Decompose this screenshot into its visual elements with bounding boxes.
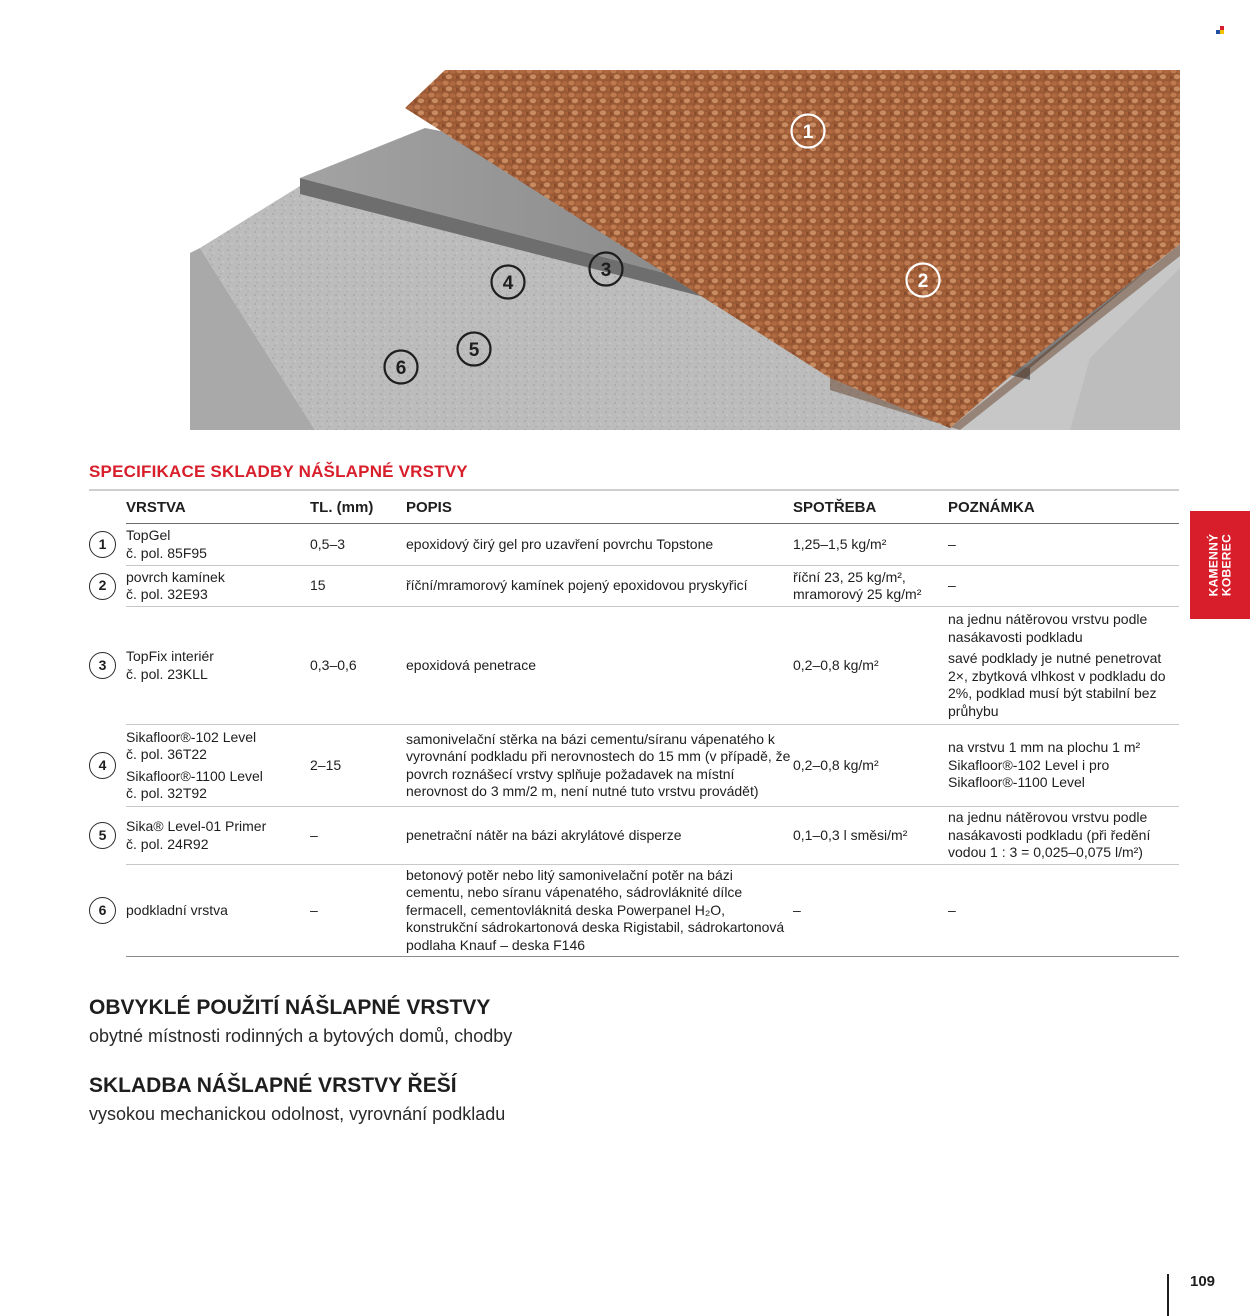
table-row [85, 807, 1179, 865]
description-cell-line: penetrační nátěr na bázi akrylátové disperze [406, 826, 682, 843]
note-cell-line: na vrstvu 1 mm na plochu 1 m² Sikafloor®-102 Level i pro Sikafloor®-1100 Level [948, 739, 1141, 791]
floor-layers-illustration [190, 68, 1180, 430]
layer-cell-line: podkladní vrstva [126, 901, 228, 918]
description-cell [406, 865, 793, 957]
spec-table [85, 491, 1179, 957]
page-number: 109 [1190, 1273, 1216, 1290]
description-cell [406, 807, 793, 865]
layer-cell [126, 725, 310, 807]
table-row [85, 607, 1179, 725]
layer-cell [126, 607, 310, 725]
table-row [85, 865, 1179, 957]
note-cell [948, 524, 1179, 566]
row-number-badge: 4 [89, 752, 116, 779]
description-cell-line: epoxidová penetrace [406, 656, 536, 673]
page-number-divider [1167, 1274, 1169, 1316]
note-cell [948, 807, 1179, 865]
consumption-cell [793, 566, 948, 607]
description-cell-line: betonový potěr nebo litý samonivelační potěr na bázi cementu, nebo síranu vápenatého, sádrovláknité dílce fermacell, cementovláknitá deska Powerpanel H₂O, konstrukční sádrokartonová deska Rigistabil, sádrokartonová podlaha Knauf – deska F146 [406, 866, 785, 953]
thickness-cell: – [310, 865, 406, 957]
consumption-cell-line: 0,2–0,8 kg/m² [793, 756, 879, 773]
usage-heading: OBVYKLÉ POUŽITÍ NÁŠLAPNÉ VRSTVY [89, 996, 491, 1019]
layer-cell [126, 524, 310, 566]
consumption-cell [793, 607, 948, 725]
consumption-cell-line: 0,2–0,8 kg/m² [793, 656, 879, 673]
note-cell-line: – [948, 577, 956, 594]
layer-cell-line: Sika® Level-01 Primer [126, 818, 267, 834]
callout-3-label: 3 [600, 260, 612, 281]
layer-cell-line: č. pol. 32T92 [126, 785, 207, 801]
consumption-cell [793, 725, 948, 807]
description-cell [406, 524, 793, 566]
note-cell [948, 865, 1179, 957]
side-tab-line-2: KOBEREC [1219, 533, 1233, 597]
layer-cell-line: č. pol. 85F95 [126, 544, 207, 561]
layer-cell-line: povrch kamínek [126, 568, 225, 585]
layer-cell-line: Sikafloor®-1100 Level [126, 767, 263, 784]
note-cell-line: na jednu nátěrovou vrstvu podle nasákavosti podkladu (při ředění vodou 1 : 3 = 0,025–0,075 l/m²) [948, 809, 1151, 861]
consumption-cell [793, 865, 948, 957]
note-cell [948, 566, 1179, 607]
col-layer-header: VRSTVA [126, 491, 310, 524]
note-cell [948, 725, 1179, 807]
section-side-tab [1190, 511, 1250, 619]
col-note-header: POZNÁMKA [948, 491, 1179, 524]
thickness-cell: 0,3–0,6 [310, 607, 406, 725]
note-cell-line: – [948, 901, 956, 918]
layer-cell-line: č. pol. 24R92 [126, 835, 209, 852]
row-number-badge: 2 [89, 573, 116, 600]
callout-2-label: 2 [917, 271, 929, 292]
thickness-cell: – [310, 807, 406, 865]
table-row [85, 566, 1179, 607]
consumption-cell-line: říční 23, 25 kg/m², [793, 568, 906, 585]
callout-6-label: 6 [395, 358, 407, 379]
layer-cell-line: č. pol. 36T22 [126, 746, 207, 762]
row-number-badge: 1 [89, 531, 116, 558]
solves-heading: SKLADBA NÁŠLAPNÉ VRSTVY ŘEŠÍ [89, 1074, 457, 1097]
layer-cell-line: Sikafloor®-102 Level [126, 728, 257, 745]
layer-cell [126, 807, 310, 865]
description-cell [406, 566, 793, 607]
consumption-cell [793, 524, 948, 566]
thickness-cell: 15 [310, 566, 406, 607]
callout-5-label: 5 [468, 340, 480, 361]
layer-cell-line: TopFix interiér [126, 648, 214, 664]
row-number-badge: 5 [89, 822, 116, 849]
layer-cell [126, 865, 310, 957]
table-row [85, 524, 1179, 566]
spec-title: SPECIFIKACE SKLADBY NÁŠLAPNÉ VRSTVY [89, 462, 468, 481]
note-cell-line: savé podklady je nutné penetrovat 2×, zbytková vlhkost v podkladu do 2%, podklad musí být stabilní bez průhybu [948, 650, 1166, 719]
description-cell-line: samonivelační stěrka na bázi cementu/síranu vápenatého k vyrovnání podkladu při nerovnostech do 15 mm (v případě, že povrch roznášecí vrstvy splňuje požadavek na místní nerovnost do 3 mm/2 m, není nutné tuto vrstvu provádět) [406, 730, 791, 799]
col-thickness-header: TL. (mm) [310, 491, 406, 524]
note-cell-line: na jednu nátěrovou vrstvu podle nasákavosti podkladu [948, 611, 1148, 645]
description-cell-line: říční/mramorový kamínek pojený epoxidovou pryskyřicí [406, 577, 748, 594]
consumption-cell [793, 807, 948, 865]
callout-4-label: 4 [502, 273, 514, 294]
description-cell [406, 607, 793, 725]
col-description-header: POPIS [406, 491, 793, 524]
consumption-cell-line: 1,25–1,5 kg/m² [793, 535, 887, 552]
thickness-cell: 0,5–3 [310, 524, 406, 566]
layer-cell [126, 566, 310, 607]
consumption-cell-line: mramorový 25 kg/m² [793, 586, 922, 602]
description-cell-line: epoxidový čirý gel pro uzavření povrchu Topstone [406, 535, 714, 552]
layer-cell-line: č. pol. 23KLL [126, 665, 208, 682]
spec-table-header [85, 491, 1179, 524]
brand-logo-mark [1216, 26, 1225, 34]
usage-text: obytné místnosti rodinných a bytových domů, chodby [89, 1026, 513, 1046]
col-consumption-header: SPOTŘEBA [793, 491, 948, 524]
consumption-cell-line: – [793, 901, 801, 918]
description-cell [406, 725, 793, 807]
row-number-badge: 6 [89, 897, 116, 924]
solves-text: vysokou mechanickou odolnost, vyrovnání podkladu [89, 1104, 506, 1124]
side-tab-line-1: KAMENNÝ [1206, 533, 1220, 597]
row-number-badge: 3 [89, 652, 116, 679]
layer-cell-line: TopGel [126, 527, 171, 543]
callout-1-label: 1 [802, 122, 814, 143]
thickness-cell: 2–15 [310, 725, 406, 807]
note-cell-line: – [948, 535, 956, 552]
table-row [85, 725, 1179, 807]
layer-cell-line: č. pol. 32E93 [126, 586, 208, 602]
consumption-cell-line: 0,1–0,3 l směsi/m² [793, 826, 908, 843]
note-cell [948, 607, 1179, 725]
